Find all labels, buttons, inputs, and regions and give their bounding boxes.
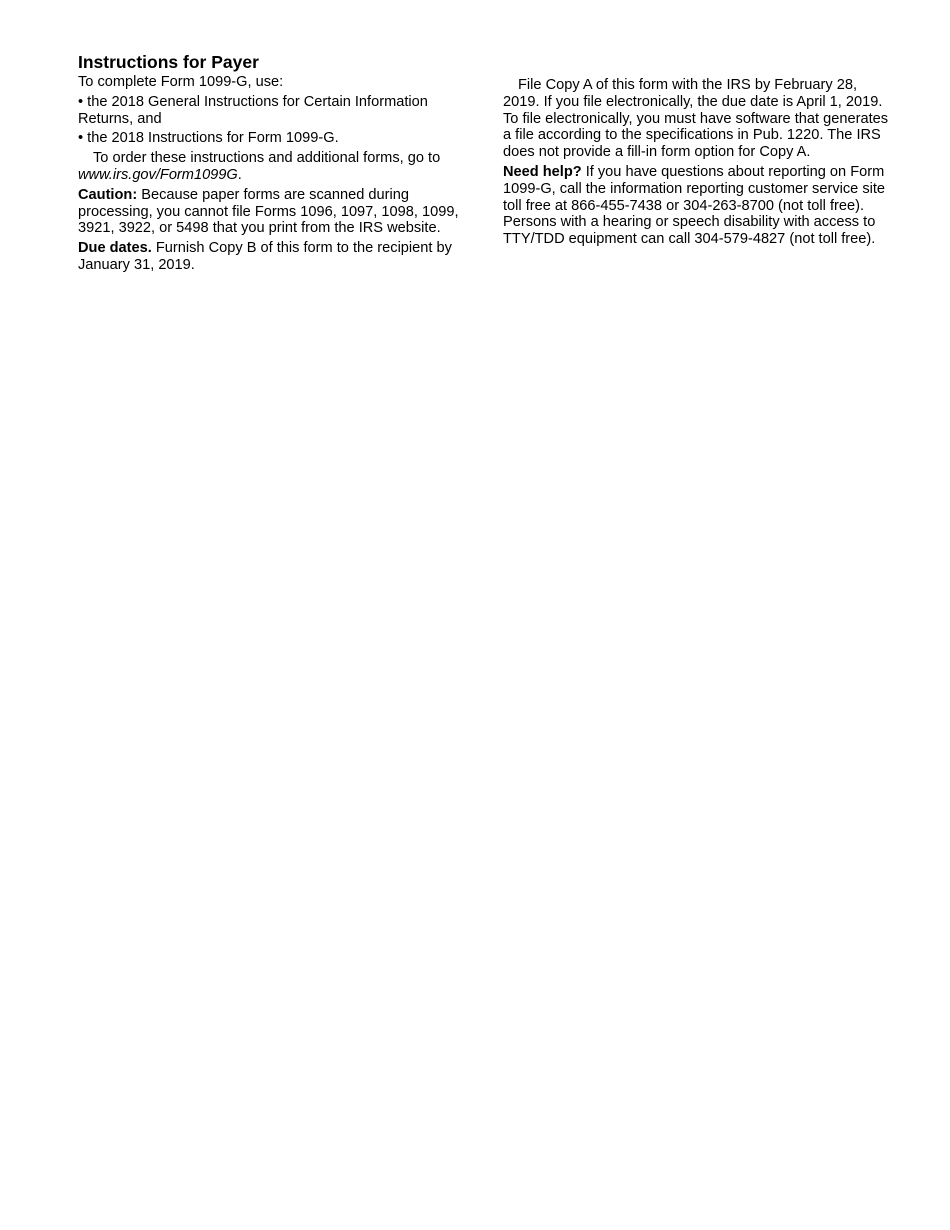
left-column [78, 52, 470, 277]
page-heading: Instructions for Payer [78, 52, 259, 72]
file-copy-a-paragraph: File Copy A of this form with the IRS by February 28, 2019. If you file electronically, the due date is April 1, 2019. To file electronically, you must have software that generates a file according to the specifications in Pub. 1220. The IRS does not provide a fill-in form option for Copy A. [503, 77, 889, 161]
right-column [503, 77, 895, 251]
caution-paragraph [78, 187, 470, 237]
due-dates-text: Furnish Copy B of this form to the recipient by January 31, 2019. [78, 240, 452, 273]
need-help-label: Need help? [503, 163, 582, 180]
due-dates-label: Due dates. [78, 240, 152, 257]
need-help-paragraph [503, 164, 895, 248]
order-paragraph [78, 150, 470, 184]
order-end: . [237, 166, 242, 183]
irs-url-link[interactable]: www.irs.gov/Form1099G [78, 166, 238, 183]
caution-text: Because paper forms are scanned during processing, you cannot file Forms 1096, 1097, 1098, 1099, 3921, 3922, or 5498 that you print from the IRS website. [78, 186, 459, 237]
bullet-form-instructions: • the 2018 Instructions for Form 1099-G. [78, 130, 339, 147]
caution-label: Caution: [78, 186, 138, 203]
need-help-text: If you have questions about reporting on Form 1099-G, call the information reporting customer service site toll free at 866-455-7438 or 304-263-8700 (not toll free). Persons with a hearing or speech disability with access to TTY/TDD equipment can call 304-579-4827 (not toll free). [503, 163, 886, 248]
order-text: To order these instructions and additional forms, go to [93, 150, 441, 167]
due-dates-paragraph [78, 240, 470, 274]
intro-text: To complete Form 1099-G, use: [78, 74, 284, 90]
bullet-general-instructions: • the 2018 General Instructions for Certain Information Returns, and [78, 93, 428, 127]
